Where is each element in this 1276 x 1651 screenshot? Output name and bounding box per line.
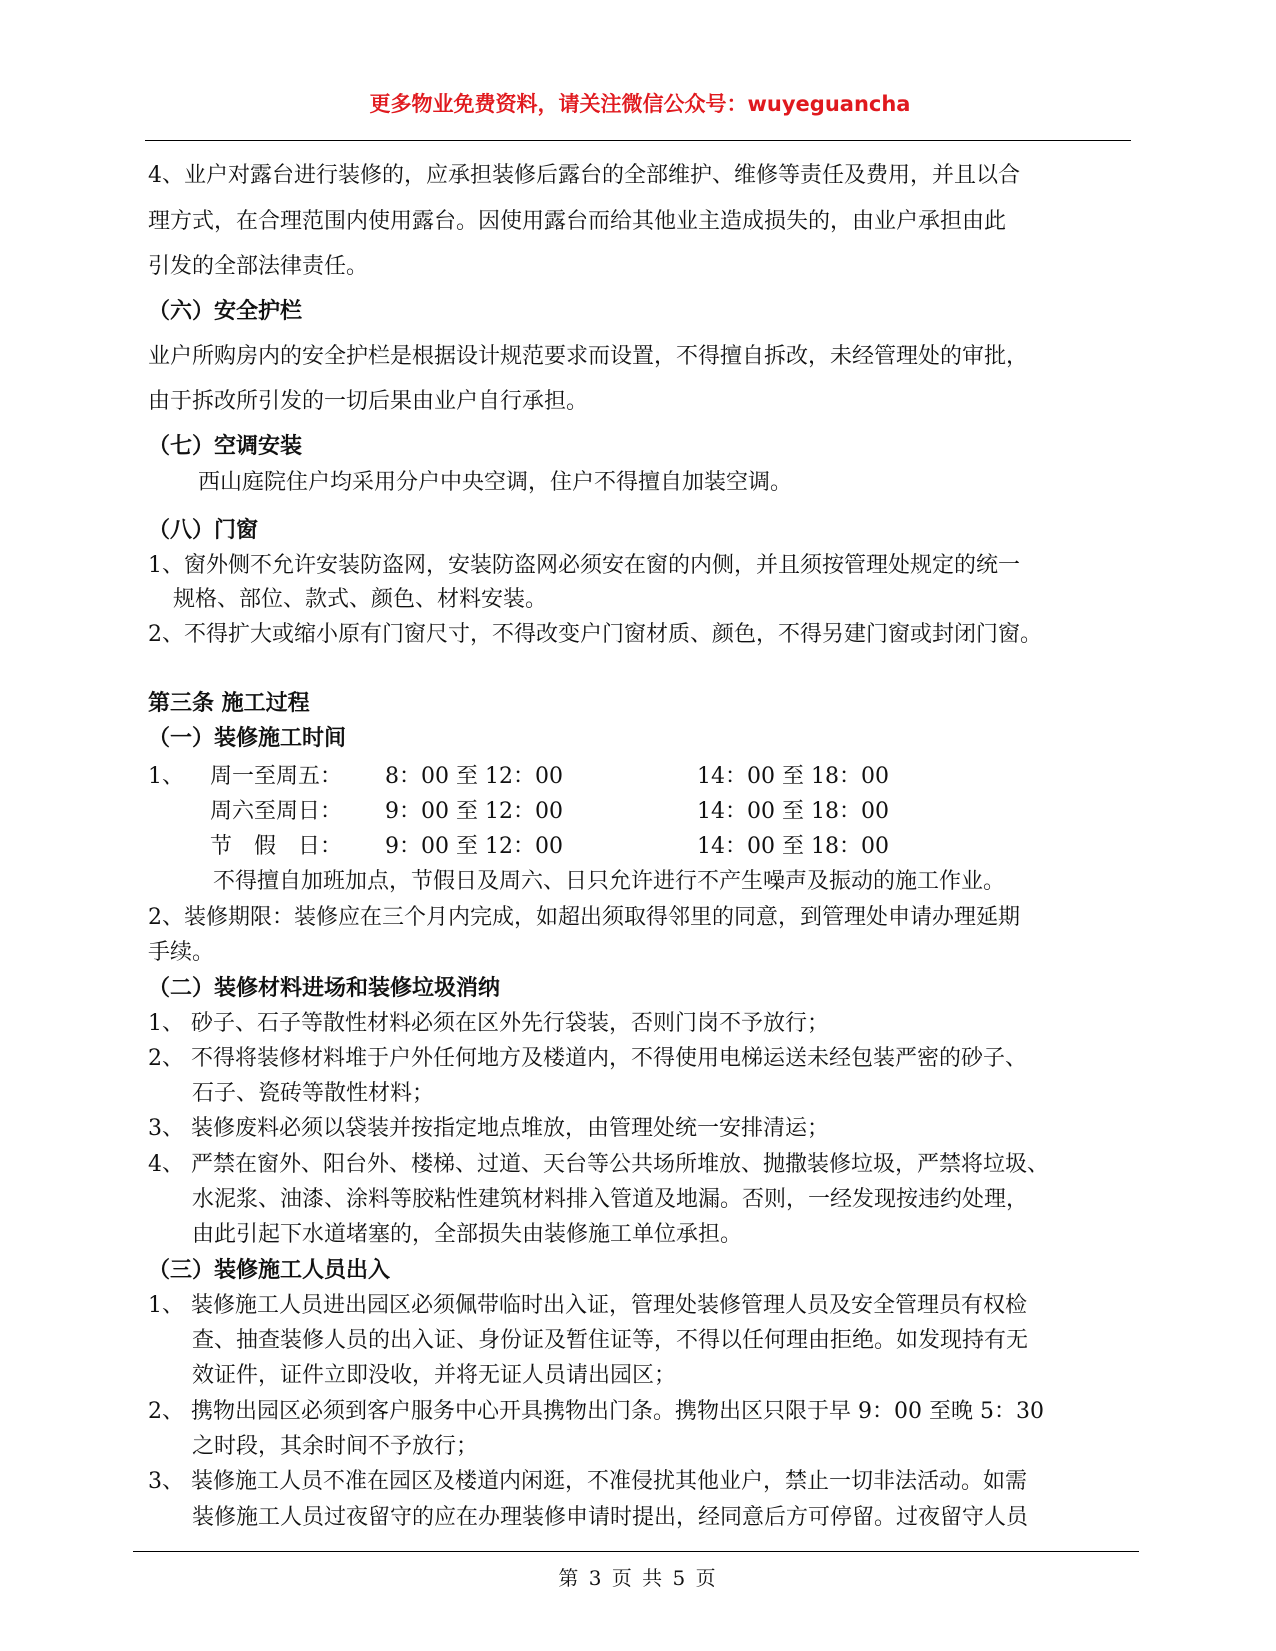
section-heading: （一）装修施工时间 — [148, 726, 347, 751]
list-item-continuation: 规格、部位、款式、颜色、材料安装。 — [173, 587, 548, 612]
list-item-continuation: 装修施工人员过夜留守的应在办理装修申请时提出，经同意后方可停留。过夜留守人员 — [192, 1505, 1029, 1530]
schedule-morning: 8：00 至 12：00 — [385, 764, 563, 789]
paragraph-line: 不得擅自加班加点，节假日及周六、日只允许进行不产生噪声及振动的施工作业。 — [213, 869, 1006, 894]
section-heading: （八）门窗 — [148, 518, 259, 543]
list-item: 4、 严禁在窗外、阳台外、楼梯、过道、天台等公共场所堆放、抛撒装修垃圾，严禁将垃圾、 — [148, 1152, 1049, 1177]
header-notice: 更多物业免费资料，请关注微信公众号：wuyeguancha — [369, 92, 911, 116]
section-heading: （三）装修施工人员出入 — [148, 1258, 391, 1283]
list-item: 3、 装修废料必须以袋装并按指定地点堆放，由管理处统一安排清运； — [148, 1116, 829, 1141]
schedule-afternoon: 14：00 至 18：00 — [697, 799, 889, 824]
schedule-afternoon: 14：00 至 18：00 — [697, 764, 889, 789]
schedule-morning: 9：00 至 12：00 — [385, 799, 563, 824]
paragraph-line: 由于拆改所引发的一切后果由业户自行承担。 — [148, 389, 589, 414]
schedule-item-number: 1、 — [148, 764, 184, 789]
paragraph-line: 理方式，在合理范围内使用露台。因使用露台而给其他业主造成损失的，由业户承担由此 — [148, 209, 1007, 234]
schedule-morning: 9：00 至 12：00 — [385, 834, 563, 859]
footer-divider — [133, 1551, 1139, 1552]
list-item: 1、 砂子、石子等散性材料必须在区外先行袋装，否则门岗不予放行； — [148, 1011, 829, 1036]
list-item-continuation: 手续。 — [148, 940, 215, 965]
list-item: 2、不得扩大或缩小原有门窗尺寸，不得改变户门窗材质、颜色，不得另建门窗或封闭门窗。 — [148, 622, 1043, 647]
list-item-continuation: 水泥浆、油漆、涂料等胶粘性建筑材料排入管道及地漏。否则，一经发现按违约处理， — [192, 1187, 1029, 1212]
list-item: 2、 携物出园区必须到客户服务中心开具携物出门条。携物出区只限于早 9：00 至晚 5：30 — [148, 1399, 1044, 1424]
list-item: 1、窗外侧不允许安装防盗网，安装防盗网必须安在窗的内侧，并且须按管理处规定的统一 — [148, 553, 1021, 578]
paragraph-line: 西山庭院住户均采用分户中央空调，住户不得擅自加装空调。 — [198, 470, 793, 495]
section-heading: （二）装修材料进场和装修垃圾消纳 — [148, 976, 501, 1001]
page-number: 第 3 页 共 5 页 — [558, 1566, 718, 1590]
list-item: 2、装修期限：装修应在三个月内完成，如超出须取得邻里的同意，到管理处申请办理延期 — [148, 905, 1021, 930]
list-item-continuation: 由此引起下水道堵塞的，全部损失由装修施工单位承担。 — [192, 1222, 743, 1247]
article-heading: 第三条 施工过程 — [148, 691, 310, 716]
paragraph-line: 引发的全部法律责任。 — [148, 254, 369, 279]
schedule-day: 节 假 日： — [210, 834, 343, 859]
list-item: 3、 装修施工人员不准在园区及楼道内闲逛，不准侵扰其他业户，禁止一切非法活动。如需 — [148, 1469, 1027, 1494]
paragraph-line: 业户所购房内的安全护栏是根据设计规范要求而设置，不得擅自拆改，未经管理处的审批， — [148, 344, 1029, 369]
list-item: 2、 不得将装修材料堆于户外任何地方及楼道内，不得使用电梯运送未经包装严密的砂子、 — [148, 1046, 1027, 1071]
list-item-continuation: 查、抽查装修人员的出入证、身份证及暂住证等，不得以任何理由拒绝。如发现持有无 — [192, 1328, 1029, 1353]
section-heading: （六）安全护栏 — [148, 299, 303, 324]
schedule-afternoon: 14：00 至 18：00 — [697, 834, 889, 859]
paragraph-line: 4、业户对露台进行装修的，应承担装修后露台的全部维护、维修等责任及费用，并且以合 — [148, 163, 1021, 188]
schedule-day: 周一至周五： — [210, 764, 343, 789]
list-item-continuation: 石子、瓷砖等散性材料； — [192, 1081, 435, 1106]
list-item: 1、 装修施工人员进出园区必须佩带临时出入证，管理处装修管理人员及安全管理员有权检 — [148, 1293, 1027, 1318]
header-divider — [145, 140, 1131, 141]
section-heading: （七）空调安装 — [148, 434, 303, 459]
list-item-continuation: 之时段，其余时间不予放行； — [192, 1434, 479, 1459]
schedule-day: 周六至周日： — [210, 799, 343, 824]
list-item-continuation: 效证件，证件立即没收，并将无证人员请出园区； — [192, 1363, 677, 1388]
